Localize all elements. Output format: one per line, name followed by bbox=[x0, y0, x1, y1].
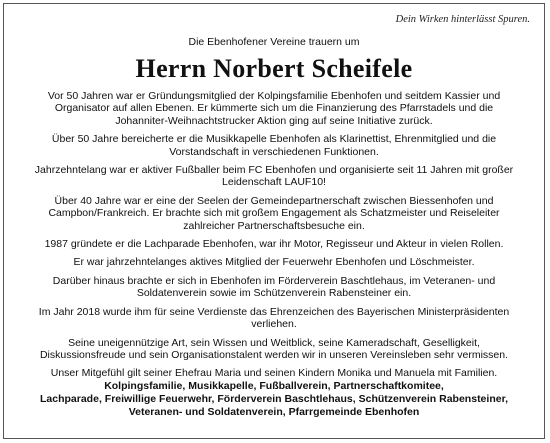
paragraph: Unser Mitgefühl gilt seiner Ehefrau Maria und seinen Kindern Monika und Manuela mit Familien. bbox=[50, 367, 498, 380]
organizations-list bbox=[14, 380, 534, 419]
paragraph: Vor 50 Jahren war er Gründungsmitglied der Kolpingsfamilie Ebenhofen und seitdem Kassier und Organisator auf allen Ebenen. Er kümmerte sich um die Finanzierung des Pfarrstadels und die Johanniter-Weihnachtstrucker Aktion ging auf seine Initiative zurück. bbox=[47, 90, 501, 127]
obituary-notice bbox=[3, 3, 545, 439]
motto: Dein Wirken hinterlässt Spuren. bbox=[395, 14, 530, 25]
deceased-name: Herrn Norbert Scheifele bbox=[135, 54, 413, 83]
paragraph: Er war jahrzehntelanges aktives Mitglied der Feuerwehr Ebenhofen und Löschmeister. bbox=[73, 256, 475, 269]
paragraph: Über 40 Jahre war er eine der Seelen der Gemeindepartnerschaft zwischen Biessenhofen und Campbon/Frankreich. Er brachte sich mit großem Engagement als Schatzmeister und Reiseleiter zahlreicher Partnerschaftsbesuche ein. bbox=[48, 194, 500, 232]
obituary-body bbox=[30, 90, 518, 386]
paragraph: Über 50 Jahre bereicherte er die Musikkapelle Ebenhofen als Klarinettist, Ehrenmitglied und die Vorstandschaft in verschiedenen Funktionen. bbox=[51, 133, 497, 158]
paragraph: Darüber hinaus brachte er sich in Ebenhofen im Förderverein Baschtlehaus, im Veteranen- und Soldatenverein sowie im Schützenverein Rabensteiner ein. bbox=[52, 274, 496, 300]
organizations-line: Lachparade, Freiwillige Feuerwehr, Förderverein Baschtlehaus, Schützenverein Rabensteiner, bbox=[40, 393, 508, 405]
paragraph: Seine uneigennützige Art, sein Wissen und Weitblick, seine Kameradschaft, Geselligkeit, Diskussionsfreude und sein Organisationstalent werden wir in unseren Vereinsleben sehr vermissen. bbox=[39, 336, 509, 361]
organizations-line: Kolpingsfamilie, Musikkapelle, Fußballverein, Partnerschaftkomitee, bbox=[104, 380, 444, 392]
intro-line: Die Ebenhofener Vereine trauern um bbox=[188, 36, 360, 48]
paragraph: Im Jahr 2018 wurde ihm für seine Verdienste das Ehrenzeichen des Bayerischen Ministerpräsidenten verliehen. bbox=[38, 305, 510, 331]
paragraph: Jahrzehntelang war er aktiver Fußballer beim FC Ebenhofen und organisierte seit 11 Jahren mit großer Leidenschaft LAUF10! bbox=[34, 164, 514, 189]
organizations-line: Veteranen- und Soldatenverein, Pfarrgemeinde Ebenhofen bbox=[128, 406, 420, 418]
paragraph: 1987 gründete er die Lachparade Ebenhofen, war ihr Motor, Regisseur und Akteur in vielen Rollen. bbox=[44, 238, 504, 251]
